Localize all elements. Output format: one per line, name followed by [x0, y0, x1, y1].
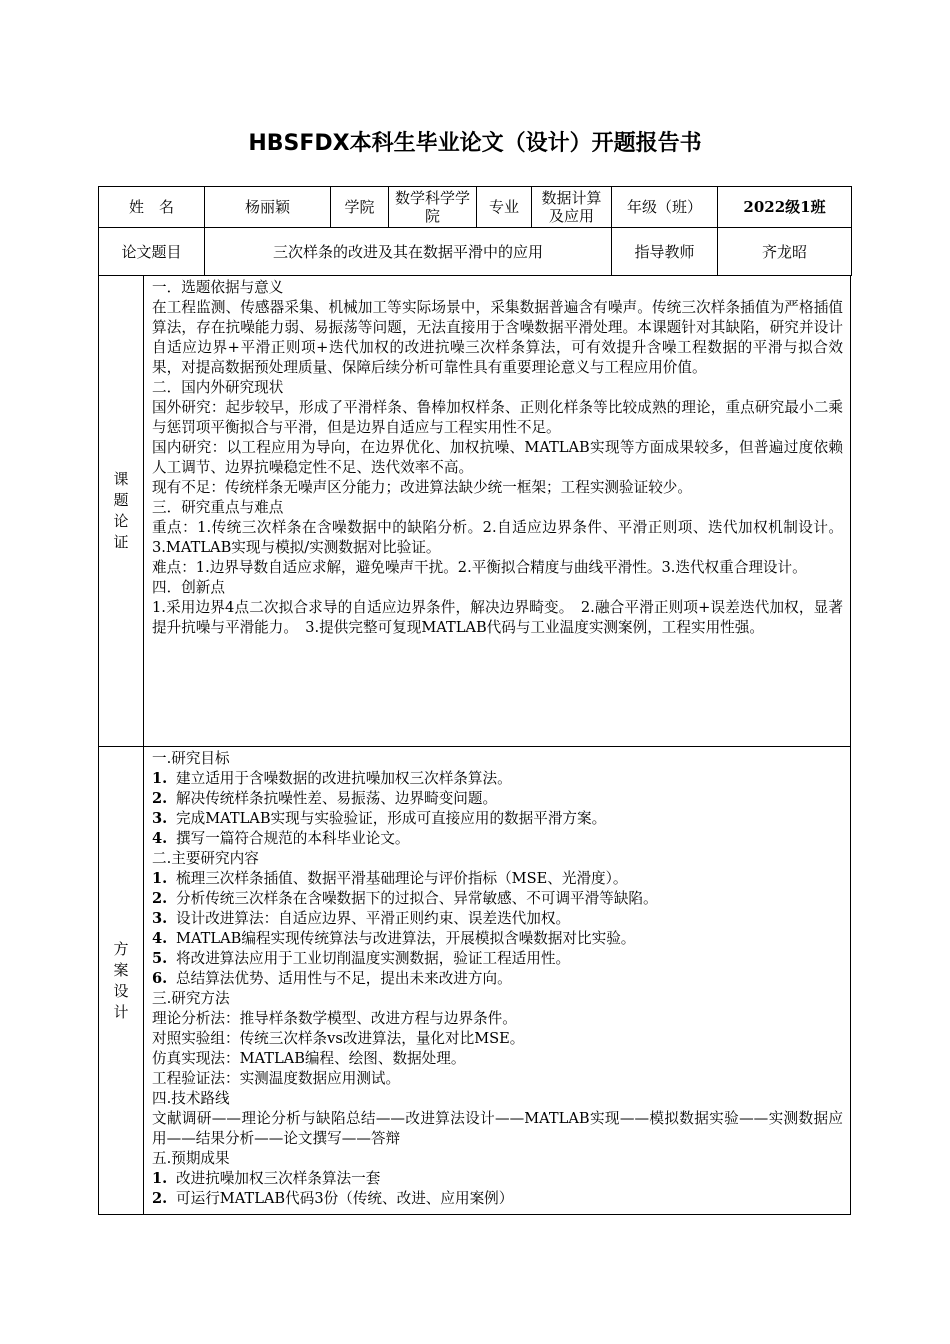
heading: 五.预期成果	[152, 1150, 230, 1167]
name-label: 姓 名	[99, 187, 205, 228]
list-item	[152, 949, 843, 969]
list-item	[152, 829, 843, 849]
paragraph: 现有不足：传统样条无噪声区分能力；改进算法缺少统一框架；工程实测验证较少。	[152, 479, 692, 496]
heading: 三.研究方法	[152, 990, 230, 1007]
college-label: 学院	[331, 187, 389, 228]
list-item	[152, 929, 843, 949]
heading: 三．研究重点与难点	[152, 499, 284, 516]
list-text: 撰写一篇符合规范的本科毕业论文。	[176, 830, 410, 847]
list-text: 将改进算法应用于工业切削温度实测数据，验证工程适用性。	[176, 950, 571, 967]
paragraph: 在工程监测、传感器采集、机械加工等实际场景中，采集数据普遍含有噪声。传统三次样条插值为严格插值算法，存在抗噪能力弱、易振荡等问题，无法直接用于含噪数据平滑处理。本课题针对其缺陷，研究并设计自适应边界+平滑正则项+迭代加权的改进抗噪三次样条算法，可有效提升含噪工程数据的平滑与拟合效果，对提高数据预处理质量、保障后续分析可靠性具有重要理论意义与工程应用价值。	[152, 299, 843, 376]
topic-value: 三次样条的改进及其在数据平滑中的应用	[205, 228, 612, 276]
list-text: 解决传统样条抗噪性差、易振荡、边界畸变问题。	[176, 790, 498, 807]
section-body	[152, 278, 843, 638]
advisor-value: 齐龙昭	[718, 228, 852, 276]
list-text: 梳理三次样条插值、数据平滑基础理论与评价指标（MSE、光滑度）。	[176, 870, 628, 887]
list-text: MATLAB编程实现传统算法与改进算法，开展模拟含噪数据对比实验。	[176, 930, 636, 947]
paragraph: 仿真实现法：MATLAB编程、绘图、数据处理。	[152, 1050, 466, 1067]
major-label: 专业	[477, 187, 532, 228]
paragraph: 文献调研——理论分析与缺陷总结——改进算法设计——MATLAB实现——模拟数据实验——实测数据应用——结果分析——论文撰写——答辩	[152, 1110, 843, 1147]
list-item	[152, 769, 843, 789]
list-text: 设计改进算法：自适应边界、平滑正则约束、误差迭代加权。	[176, 910, 571, 927]
list-number: 1.	[152, 1170, 168, 1187]
list-number: 2.	[152, 790, 168, 807]
section-body	[152, 749, 843, 1209]
topic-label: 论文题目	[99, 228, 205, 276]
paragraph: 1.采用边界4点二次拟合求导的自适应边界条件，解决边界畸变。 2.融合平滑正则项+误差迭代加权，显著提升抗噪与平滑能力。 3.提供完整可复现MATLAB代码与工业温度实测案例，工程实用性强。	[152, 599, 843, 636]
list-text: 分析传统三次样条在含噪数据下的过拟合、异常敏感、不可调平滑等缺陷。	[176, 890, 658, 907]
list-item	[152, 789, 843, 809]
section-label	[99, 276, 144, 746]
list-number: 2.	[152, 890, 168, 907]
list-number: 4.	[152, 830, 168, 847]
label-char: 题	[113, 491, 129, 509]
label-char: 课	[113, 470, 129, 488]
section-topic-argument	[98, 275, 851, 747]
list-number: 3.	[152, 810, 168, 827]
list-number: 2.	[152, 1190, 168, 1207]
name-value: 杨丽颖	[205, 187, 331, 228]
label-char: 方	[113, 939, 129, 958]
list-number: 1.	[152, 770, 168, 787]
paragraph: 重点：1.传统三次样条在含噪数据中的缺陷分析。2.自适应边界条件、平滑正则项、迭代加权机制设计。3.MATLAB实现与模拟/实测数据对比验证。	[152, 519, 843, 556]
label-char: 论	[113, 512, 129, 530]
list-number: 3.	[152, 910, 168, 927]
college-value: 数学科学学院	[389, 187, 477, 228]
label-char: 证	[113, 533, 129, 551]
list-text: 总结算法优势、适用性与不足，提出未来改进方向。	[176, 970, 512, 987]
heading: 二.主要研究内容	[152, 850, 259, 867]
list-item	[152, 889, 843, 909]
list-text: 建立适用于含噪数据的改进抗噪加权三次样条算法。	[176, 770, 512, 787]
paragraph: 理论分析法：推导样条数学模型、改进方程与边界条件。	[152, 1010, 517, 1027]
list-number: 4.	[152, 930, 168, 947]
heading: 一.研究目标	[152, 750, 230, 767]
info-table	[98, 186, 852, 276]
label-char: 设	[113, 981, 129, 1000]
heading: 四.技术路线	[152, 1090, 230, 1107]
list-number: 1.	[152, 870, 168, 887]
list-item	[152, 1189, 843, 1209]
paragraph: 国外研究：起步较早，形成了平滑样条、鲁棒加权样条、正则化样条等比较成熟的理论，重点研究最小二乘与惩罚项平衡拟合与平滑，但是边界自适应与工程实用性不足。	[152, 399, 843, 436]
grade-value: 2022级1班	[718, 187, 852, 228]
label-char: 计	[113, 1002, 129, 1021]
list-text: 改进抗噪加权三次样条算法一套	[176, 1170, 381, 1187]
list-item	[152, 969, 843, 989]
list-item	[152, 869, 843, 889]
heading: 二．国内外研究现状	[152, 379, 284, 396]
advisor-label: 指导教师	[612, 228, 718, 276]
major-value: 数据计算及应用	[532, 187, 612, 228]
list-text: 可运行MATLAB代码3份（传统、改进、应用案例）	[176, 1190, 514, 1207]
list-item	[152, 1169, 843, 1189]
paragraph: 工程验证法：实测温度数据应用测试。	[152, 1070, 401, 1087]
list-number: 5.	[152, 950, 168, 967]
paragraph: 难点：1.边界导数自适应求解，避免噪声干扰。2.平衡拟合精度与曲线平滑性。3.迭代权重合理设计。	[152, 559, 807, 576]
list-number: 6.	[152, 970, 168, 987]
heading: 一．选题依据与意义	[152, 279, 284, 296]
grade-label: 年级（班）	[612, 187, 718, 228]
section-label	[99, 747, 144, 1214]
list-item	[152, 909, 843, 929]
label-char: 案	[113, 960, 129, 979]
heading: 四．创新点	[152, 579, 225, 596]
document-title: HBSFDX本科生毕业论文（设计）开题报告书	[248, 131, 702, 156]
list-text: 完成MATLAB实现与实验验证，形成可直接应用的数据平滑方案。	[176, 810, 607, 827]
paragraph: 国内研究：以工程应用为导向，在边界优化、加权抗噪、MATLAB实现等方面成果较多，但普遍过度依赖人工调节、边界抗噪稳定性不足、迭代效率不高。	[152, 439, 843, 476]
section-plan-design	[98, 746, 851, 1215]
list-item	[152, 809, 843, 829]
paragraph: 对照实验组：传统三次样条vs改进算法，量化对比MSE。	[152, 1030, 525, 1047]
